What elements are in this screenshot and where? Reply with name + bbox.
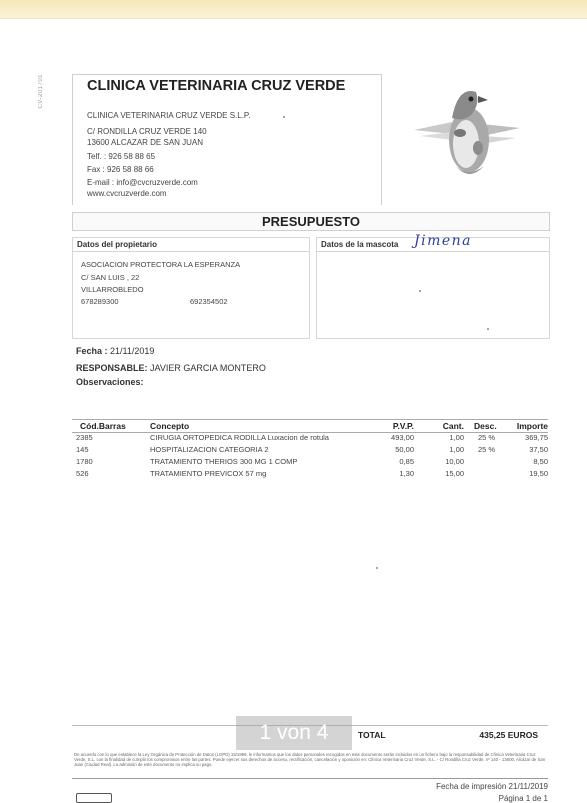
scan-speck xyxy=(376,567,378,569)
side-stamp: CV-201701 xyxy=(38,74,44,109)
col-header-discount: Desc. xyxy=(474,421,497,431)
footer-logo xyxy=(76,793,112,803)
legal-notice: De acuerdo con lo que establece la Ley Orgánica de Protección de Datos (LOPD) 15/1999, le informamos que los datos personales recogidos en este documento serán incluidos en un fichero bajo la responsabilidad de Clínica Veterinaria Cruz Verde, S.L. con la finalidad de cumplir los compromisos entre las partes. Puede ejercer sus derechos de acceso, rectificación, cancelación y oposición en: Clínica Veterinaria Cruz Verde, S.L. - C/ Rondilla Cruz Verde, nº 140 - 13600, Alcázar de San Juan (Ciudad Real). La admisión de este documento no implica su pago. xyxy=(74,752,546,768)
col-header-concept: Concepto xyxy=(150,421,190,431)
cell-pvp: 1,30 xyxy=(399,469,414,478)
items-table-header xyxy=(72,419,548,433)
col-header-code: Cód.Barras xyxy=(80,421,126,431)
owner-phone-2: 692354502 xyxy=(190,297,228,306)
total-label: TOTAL xyxy=(358,730,386,740)
owner-street: C/ SAN LUIS , 22 xyxy=(81,273,140,282)
cell-discount: 25 % xyxy=(478,445,496,454)
scan-speck xyxy=(419,290,421,292)
col-header-pvp: P.V.P. xyxy=(392,421,414,431)
cell-concept: TRATAMIENTO THERIOS 300 MG 1 COMP xyxy=(150,457,298,466)
responsible-label: RESPONSABLE: xyxy=(76,363,148,373)
pet-box-header xyxy=(317,233,549,252)
cell-qty: 15,00 xyxy=(445,469,464,478)
scan-speck xyxy=(283,116,285,118)
top-banner xyxy=(0,0,587,19)
pet-name-handwritten: Jimena xyxy=(414,233,473,249)
clinic-website: www.cvcruzverde.com xyxy=(87,189,167,198)
scan-speck xyxy=(487,328,489,330)
page-number: Página 1 de 1 xyxy=(498,794,548,803)
cell-pvp: 493,00 xyxy=(391,433,414,442)
clinic-address-line2: 13600 ALCAZAR DE SAN JUAN xyxy=(87,138,204,147)
cell-amount: 8,50 xyxy=(533,457,548,466)
clinic-bird-logo xyxy=(412,78,522,188)
date-label: Fecha : xyxy=(76,346,108,356)
clinic-address-line1: C/ RONDILLA CRUZ VERDE 140 xyxy=(87,127,207,136)
clinic-company: CLINICA VETERINARIA CRUZ VERDE S.L.P. xyxy=(87,111,251,120)
date-value: 21/11/2019 xyxy=(110,346,155,356)
cell-concept: CIRUGIA ORTOPEDICA RODILLA Luxacion de rotula xyxy=(150,433,329,442)
total-value: 435,25 EUROS xyxy=(479,730,538,740)
cell-amount: 37,50 xyxy=(529,445,548,454)
date-line xyxy=(76,346,154,356)
responsible-line xyxy=(76,363,266,373)
observations-label: Observaciones: xyxy=(76,377,144,387)
print-date: Fecha de impresión 21/11/2019 xyxy=(436,782,548,791)
page-counter-overlay: 1 von 4 xyxy=(236,716,352,750)
cell-qty: 1,00 xyxy=(449,445,464,454)
table-row xyxy=(72,456,548,468)
pet-box xyxy=(316,233,550,339)
cell-pvp: 50,00 xyxy=(395,445,414,454)
cell-concept: TRATAMIENTO PREVICOX 57 mg xyxy=(150,469,267,478)
clinic-email: E-mail : info@cvcruzverde.com xyxy=(87,178,198,187)
col-header-amount: Importe xyxy=(516,421,548,431)
table-row xyxy=(72,432,548,444)
pet-box-label: Datos de la mascota xyxy=(321,240,399,249)
cell-qty: 1,00 xyxy=(449,433,464,442)
document-title: PRESUPUESTO xyxy=(72,212,550,231)
cell-concept: HOSPITALIZACION CATEGORIA 2 xyxy=(150,445,269,454)
owner-box-header: Datos del propietario xyxy=(73,238,309,252)
cell-code: 2385 xyxy=(76,433,93,442)
cell-pvp: 0,85 xyxy=(399,457,414,466)
cell-code: 145 xyxy=(76,445,89,454)
table-row xyxy=(72,444,548,456)
cell-amount: 19,50 xyxy=(529,469,548,478)
clinic-fax: Fax : 926 58 88 66 xyxy=(87,165,154,174)
owner-box xyxy=(72,237,310,339)
owner-phone-1: 678289300 xyxy=(81,297,119,306)
cell-discount: 25 % xyxy=(478,433,496,442)
owner-name: ASOCIACION PROTECTORA LA ESPERANZA xyxy=(81,260,241,269)
cell-qty: 10,00 xyxy=(445,457,464,466)
responsible-value: JAVIER GARCIA MONTERO xyxy=(150,363,266,373)
cell-code: 526 xyxy=(76,469,89,478)
footer-divider xyxy=(72,778,548,779)
clinic-title: CLINICA VETERINARIA CRUZ VERDE xyxy=(87,78,346,94)
cell-code: 1780 xyxy=(76,457,93,466)
cell-amount: 369,75 xyxy=(525,433,548,442)
clinic-phone: Telf. : 926 58 88 65 xyxy=(87,152,156,161)
owner-city: VILLARROBLEDO xyxy=(81,285,144,294)
col-header-qty: Cant. xyxy=(442,421,464,431)
table-row xyxy=(72,468,548,480)
